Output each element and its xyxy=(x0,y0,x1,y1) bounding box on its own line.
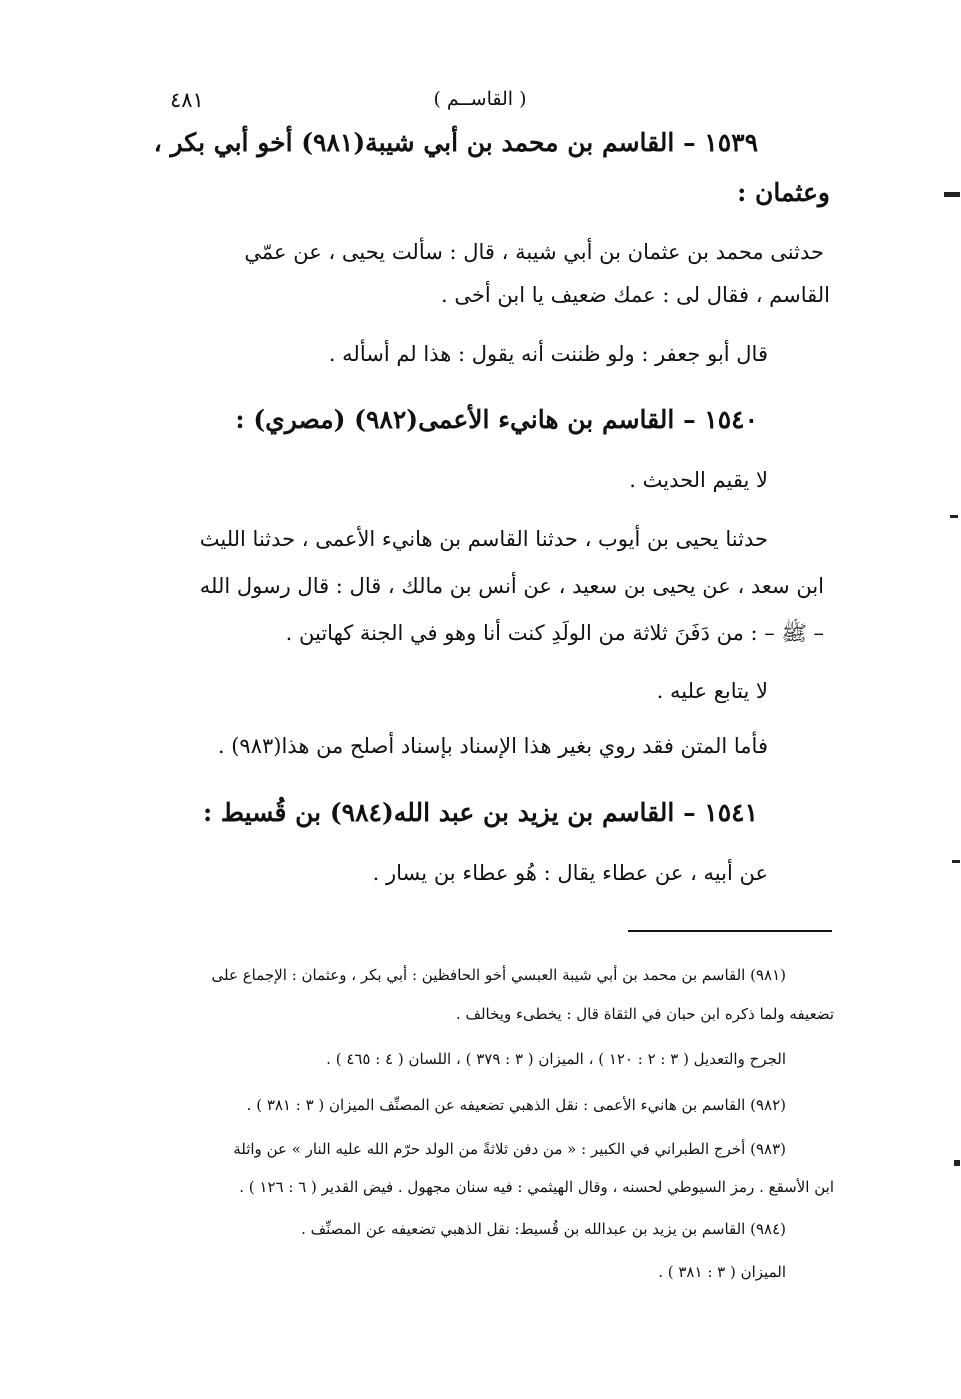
running-header-title: ( القاســم ) xyxy=(433,88,527,110)
entry-1540-paragraph-line: ابن سعد ، عن يحيى بن سعيد ، عن أنس بن مالك ، قال : قال رسول الله xyxy=(199,574,824,598)
footnote-984-line: (٩٨٤) القاسم بن يزيد بن عبدالله بن قُسيط: نقل الذهبي تضعيفه عن المصنِّف . xyxy=(301,1220,786,1238)
entry-1540-paragraph-line: – ﷺ – : من دَفَنَ ثلاثة من الولَدِ كنت أنا وهو في الجنة كهاتين . xyxy=(285,621,824,645)
entry-1540-paragraph-line: فأما المتن فقد روي بغير هذا الإسناد بإسناد أصلح من هذا(٩٨٣) . xyxy=(217,734,768,758)
footnote-983-line: ابن الأسقع . رمز السيوطي لحسنه ، وقال الهيثمي : فيه سنان مجهول . فيض القدير ( ٦ : ١٢٦ ) . xyxy=(239,1178,834,1196)
footnote-984-line: الميزان ( ٣ : ٣٨١ ) . xyxy=(658,1263,786,1281)
entry-1539-heading-line2: وعثمان : xyxy=(737,178,830,207)
entry-1541-paragraph-line: عن أبيه ، عن عطاء يقال : هُو عطاء بن يسار . xyxy=(372,861,768,885)
entry-1540-paragraph-line: لا يقيم الحديث . xyxy=(629,468,768,492)
scan-mark xyxy=(952,860,960,863)
entry-1539-paragraph-line: حدثنى محمد بن عثمان بن أبي شيبة ، قال : سألت يحيى ، عن عمّي xyxy=(244,240,824,264)
entry-1540-heading: ١٥٤٠ – القاسم بن هانيء الأعمى(٩٨٢) (مصري) : xyxy=(235,405,758,434)
scan-mark xyxy=(954,1160,960,1166)
entry-1539-paragraph-line: القاسم ، فقال لى : عمك ضعيف يا ابن أخى . xyxy=(441,283,830,307)
entry-1540-paragraph-line: لا يتابع عليه . xyxy=(656,679,768,703)
entry-1540-paragraph-line: حدثنا يحيى بن أيوب ، حدثنا القاسم بن هانيء الأعمى ، حدثنا الليث xyxy=(199,527,768,551)
footnote-983-line: (٩٨٣) أخرج الطبراني في الكبير : « من دفن ثلاثةً من الولد حرّم الله عليه النار » عن واثلة xyxy=(233,1140,786,1158)
scan-mark xyxy=(950,515,958,518)
footnote-982-line: (٩٨٢) القاسم بن هانيء الأعمى : نقل الذهبي تضعيفه عن المصنِّف الميزان ( ٣ : ٣٨١ ) . xyxy=(246,1096,786,1114)
entry-1539-heading-line1: ١٥٣٩ – القاسم بن محمد بن أبي شيبة(٩٨١) أخو أبي بكر ، xyxy=(153,128,758,157)
footnote-981-line: (٩٨١) القاسم بن محمد بن أبي شيبة العبسي أخو الحافظين : أبي بكر ، وعثمان : الإجماع على xyxy=(211,966,786,984)
footnote-981-line: الجرح والتعديل ( ٣ : ٢ : ١٢٠ ) ، الميزان ( ٣ : ٣٧٩ ) ، اللسان ( ٤ : ٤٦٥ ) . xyxy=(326,1050,786,1068)
page-number: ٤٨١ xyxy=(170,88,204,112)
entry-1539-paragraph-line: قال أبو جعفر : ولو ظننت أنه يقول : هذا لم أسأله . xyxy=(328,342,768,366)
footnote-separator xyxy=(628,930,832,932)
entry-1541-heading: ١٥٤١ – القاسم بن يزيد بن عبد الله(٩٨٤) بن قُسيط : xyxy=(202,798,758,827)
scan-mark xyxy=(944,192,960,197)
footnote-981-line: تضعيفه ولما ذكره ابن حبان في الثقاة قال : يخطىء ويخالف . xyxy=(455,1005,834,1023)
